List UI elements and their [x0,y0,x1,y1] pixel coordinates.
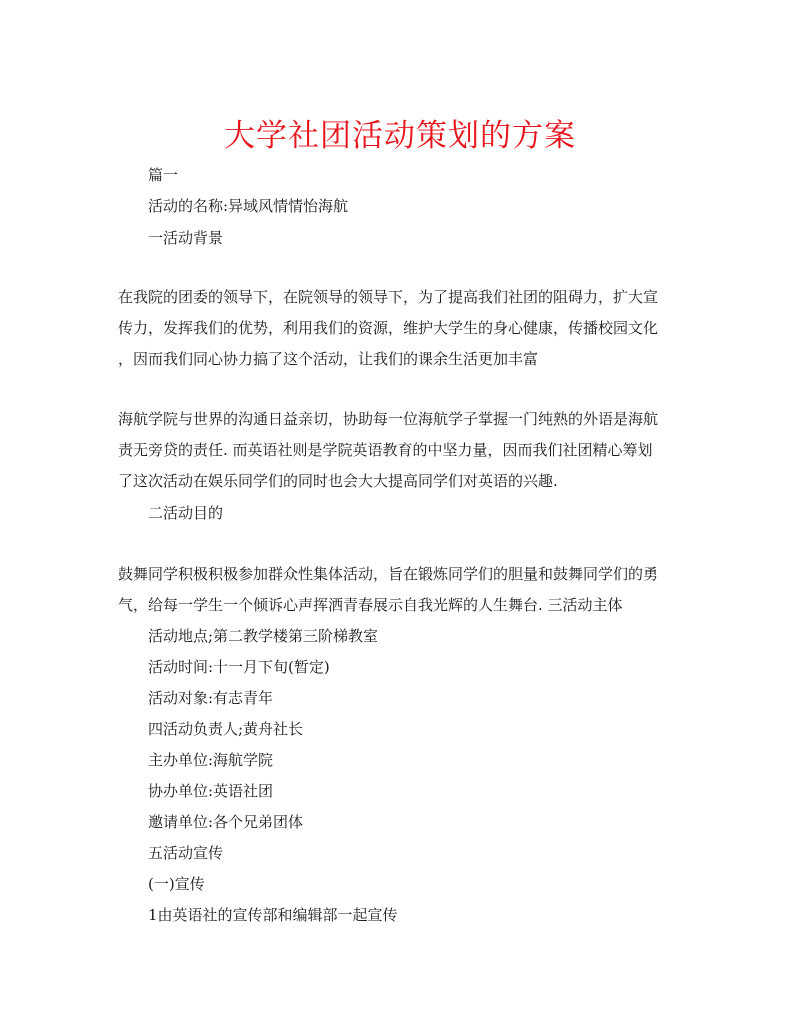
info-line-invited: 邀请单位:各个兄弟团体 [148,813,304,831]
activity-name-line: 活动的名称:异域风情情怡海航 [148,197,349,215]
info-line-person-in-charge: 四活动负责人;黄舟社长 [148,720,304,738]
paragraph-line: 鼓舞同学积极积极参加群众性集体活动，旨在锻炼同学们的胆量和鼓舞同学们的勇 [118,565,659,583]
paragraph-line: ，因而我们同心协力搞了这个活动，让我们的课余生活更加丰富 [118,350,539,368]
info-line-organizer: 主办单位:海航学院 [148,751,274,769]
paragraph-line: 气，给每一学生一个倾诉心声挥洒青春展示自我光辉的人生舞台. 三活动主体 [118,596,623,614]
document-title: 大学社团活动策划的方案 [224,118,576,154]
section-heading-background: 一活动背景 [148,229,224,247]
list-item: 1由英语社的宣传部和编辑部一起宣传 [148,906,398,924]
section-label: 篇一 [148,166,179,184]
paragraph-line: 在我院的团委的领导下，在院领导的领导下，为了提高我们社团的阻碍力，扩大宣 [118,288,659,306]
section-heading-purpose: 二活动目的 [148,504,224,522]
info-line-location: 活动地点;第二教学楼第三阶梯教室 [148,627,379,645]
paragraph-line: 海航学院与世界的沟通日益亲切，协助每一位海航学子掌握一门纯熟的外语是海航 [118,410,659,428]
paragraph-line: 传力，发挥我们的优势，利用我们的资源，维护大学生的身心健康，传播校园文化 [118,319,659,337]
paragraph-line: 责无旁贷的责任. 而英语社则是学院英语教育的中坚力量，因而我们社团精心筹划 [118,441,653,459]
section-heading-promotion: 五活动宣传 [148,844,224,862]
info-line-audience: 活动对象:有志青年 [148,689,274,707]
paragraph-line: 了这次活动在娱乐同学们的同时也会大大提高同学们对英语的兴趣. [118,472,558,490]
info-line-co-organizer: 协办单位:英语社团 [148,782,274,800]
subsection-heading: (一)宣传 [148,875,205,893]
info-line-time: 活动时间:十一月下旬(暂定) [148,658,330,676]
